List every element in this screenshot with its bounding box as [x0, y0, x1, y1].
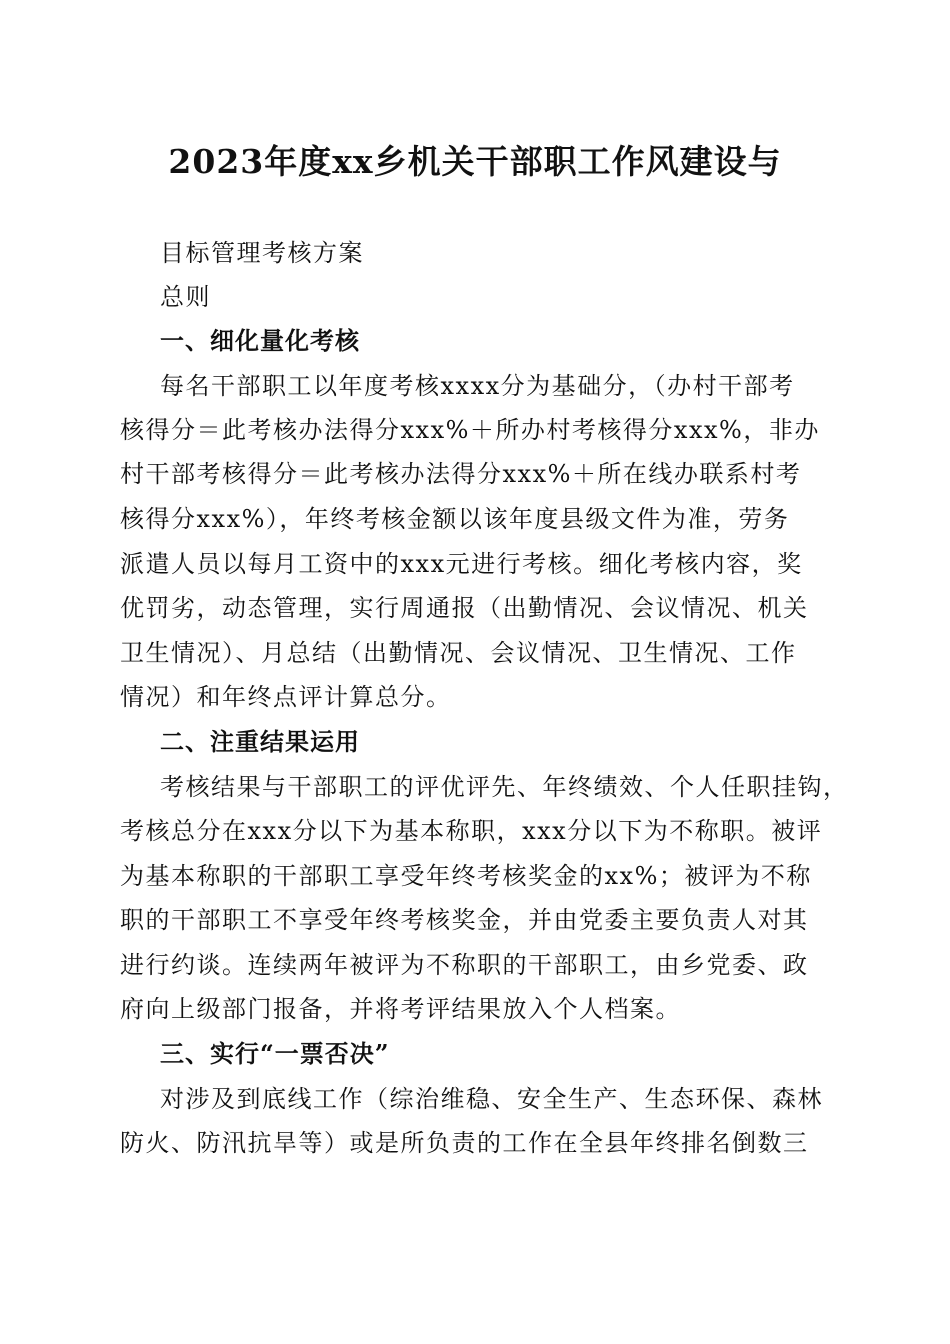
section-heading: 二、注重结果运用 — [160, 727, 360, 756]
paragraph-line: 派遣人员以每月工资中的xxx元进行考核。细化考核内容，奖 — [120, 550, 803, 578]
section-heading: 三、实行“一票否决” — [160, 1039, 390, 1068]
paragraph-line: 卫生情况）、月总结（出勤情况、会议情况、卫生情况、工作 — [120, 639, 797, 667]
section-heading: 一、细化量化考核 — [160, 326, 360, 355]
paragraph-line: 村干部考核得分＝此考核办法得分xxx%＋所在线办联系村考 — [120, 460, 802, 488]
document-subtitle: 目标管理考核方案 — [160, 239, 364, 267]
paragraph-line: 核得分xxx%），年终考核金额以该年度县级文件为准，劳务 — [120, 505, 790, 533]
paragraph-line: 考核结果与干部职工的评优评先、年终绩效、个人任职挂钩， — [160, 773, 849, 801]
paragraph-line: 职的干部职工不享受年终考核奖金，并由党委主要负责人对其 — [120, 906, 809, 934]
general-heading: 总则 — [160, 283, 211, 311]
paragraph-line: 核得分＝此考核办法得分xxx%＋所办村考核得分xxx%，非办 — [120, 416, 820, 444]
paragraph-line: 防火、防汛抗旱等）或是所负责的工作在全县年终排名倒数三 — [120, 1129, 809, 1157]
paragraph-line: 为基本称职的干部职工享受年终考核奖金的xx%；被评为不称 — [120, 862, 812, 890]
paragraph-line: 进行约谈。连续两年被评为不称职的干部职工，由乡党委、政 — [120, 951, 809, 979]
paragraph-line: 对涉及到底线工作（综治维稳、安全生产、生态环保、森林 — [160, 1085, 823, 1113]
paragraph-line: 情况）和年终点评计算总分。 — [120, 683, 452, 711]
paragraph-line: 优罚劣，动态管理，实行周通报（出勤情况、会议情况、机关 — [120, 594, 809, 622]
paragraph-line: 每名干部职工以年度考核xxxx分为基础分，（办村干部考 — [160, 372, 795, 400]
paragraph-line: 府向上级部门报备，并将考评结果放入个人档案。 — [120, 995, 681, 1023]
paragraph-line: 考核总分在xxx分以下为基本称职，xxx分以下为不称职。被评 — [120, 817, 823, 845]
document-title: 2023年度xx乡机关干部职工作风建设与 — [168, 142, 782, 181]
